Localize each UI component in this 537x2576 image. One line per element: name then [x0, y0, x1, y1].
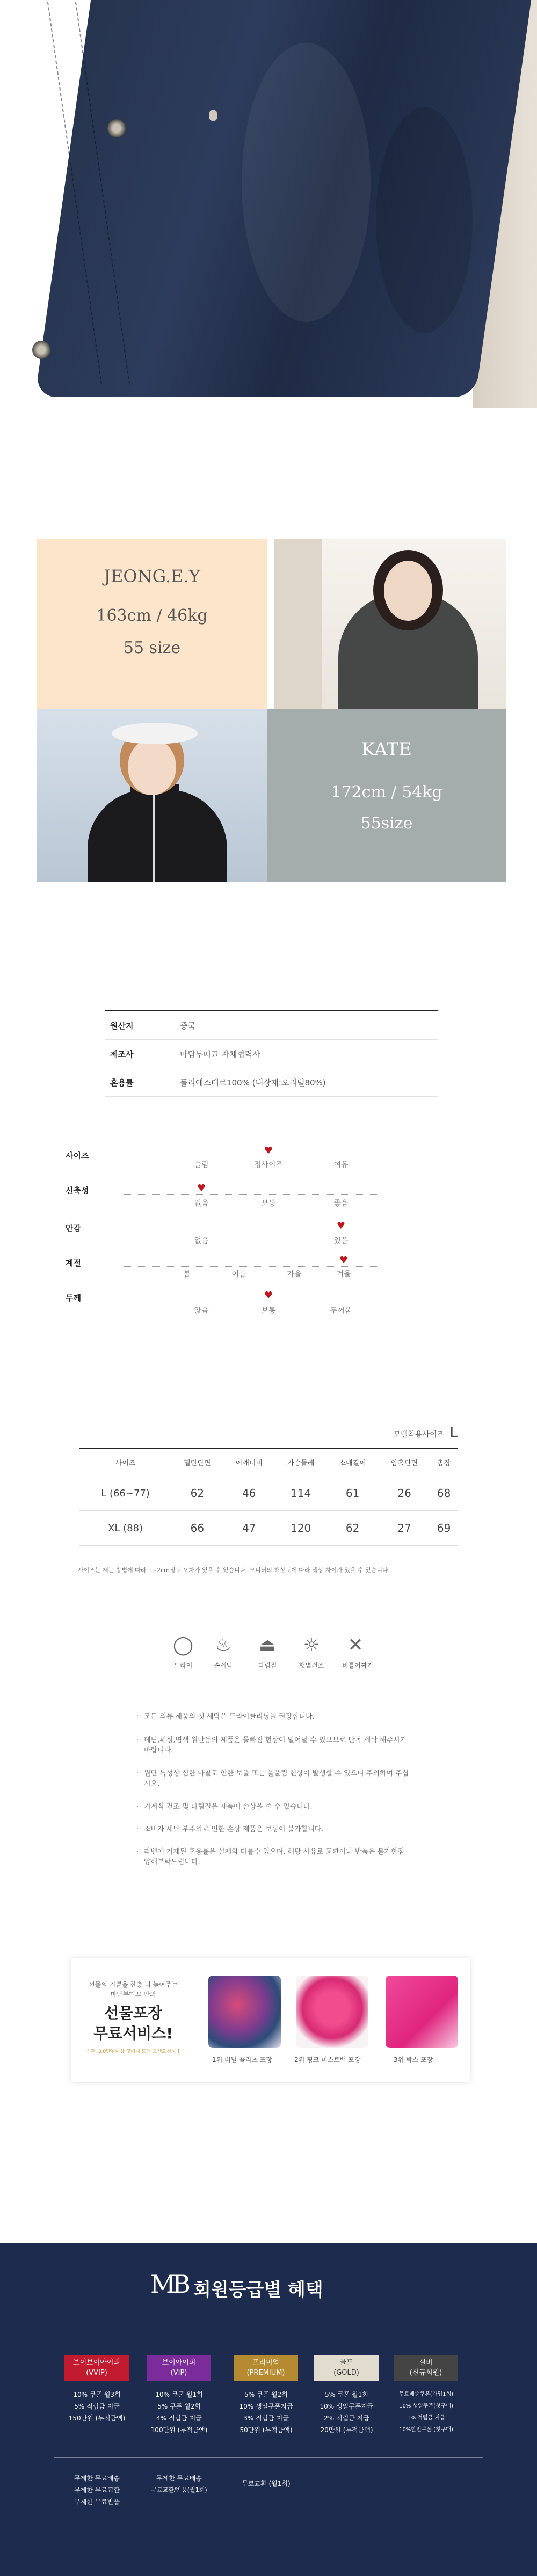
shipping-line: 무제한 무료교환 — [74, 2486, 120, 2494]
photo-wall — [274, 539, 322, 712]
fit-option-selected: 정사이즈 — [253, 1161, 284, 1169]
size-header: 가슴둘레 — [275, 1449, 326, 1476]
benefit: 5% 쿠폰 월2회 — [244, 2391, 288, 2398]
grade-name: 실버 — [419, 2359, 433, 2367]
grade-sub: (VIP) — [170, 2369, 187, 2377]
gift-note: [ 단, 3,0만원이상 구매시 또는 고객요청시 ] — [87, 2049, 179, 2054]
gift-rank: 3위 — [394, 2056, 404, 2064]
model-2-fit: 55size — [360, 814, 413, 833]
fit-option: 보통 — [261, 1199, 276, 1208]
model-1-fit: 55 size — [123, 639, 181, 657]
hero-jacket-photo — [0, 0, 537, 408]
size-cell: 114 — [275, 1476, 326, 1511]
benefit: 50만원 (누적금액) — [240, 2426, 293, 2434]
care-note: · 기계식 건조 및 다림질은 제품에 손상을 줄 수 있습니다. — [144, 1802, 412, 1812]
care-label: 비틀어짜기 — [342, 1662, 373, 1669]
care-note: · 데님,워싱,염색 원단등의 제품은 물빠짐 현상이 일어날 수 있으므로 단독 세탁 해주시기 바랍니다. — [144, 1735, 412, 1756]
grade-benefits-silver — [393, 2389, 460, 2436]
model-1-card — [37, 539, 267, 712]
drawcord-toggle — [209, 110, 217, 121]
no-wring-icon: ✕ — [347, 1634, 364, 1656]
size-cell: 69 — [430, 1511, 458, 1546]
gift-intro-2: 마담부띠끄 만의 — [110, 1991, 156, 1998]
care-icon-wring — [342, 1634, 373, 1670]
gift-caption-3 — [394, 2055, 433, 2064]
benefit: 4% 적립금 지급 — [156, 2414, 202, 2422]
size-header: 소매길이 — [326, 1449, 378, 1476]
care-icon-sun — [298, 1634, 325, 1670]
size-cell: XL (88) — [79, 1511, 171, 1546]
model-1-photo — [274, 539, 506, 712]
model-2-cap — [112, 723, 198, 744]
info-label: 혼용률 — [110, 1077, 134, 1088]
care-label: 다림질 — [258, 1662, 277, 1669]
gift-title-2: 무료서비스! — [93, 2024, 173, 2042]
size-cell: 46 — [223, 1476, 275, 1511]
info-value: 폴리에스테르100% (내장재:오리털80%) — [180, 1077, 326, 1088]
model-2-photo — [37, 709, 267, 882]
grade-benefits-gold — [313, 2389, 380, 2436]
grade-name: 프리미엄 — [252, 2359, 280, 2367]
membership-title: 회원등급별 혜택 — [193, 2279, 323, 2301]
grade-name: 브이아이피 — [162, 2359, 196, 2367]
fit-option-selected: 없음 — [194, 1199, 209, 1208]
fit-label-season: 계절 — [66, 1258, 81, 1268]
grade-gold — [314, 2355, 379, 2381]
fit-line — [124, 1266, 381, 1267]
fit-option: 없음 — [194, 1237, 209, 1245]
shipping-line: 무제한 무료반품 — [74, 2498, 120, 2506]
gift-wrap-banner — [71, 1958, 470, 2082]
grade-sub: (VVIP) — [86, 2369, 107, 2377]
care-note: · 원단 특성상 심한 마찰로 인한 보풀 또는 올풀림 현상이 발생할 수 있으니 주의하여 주십시오. — [144, 1768, 412, 1789]
gift-rank: 1위 — [212, 2056, 223, 2064]
benefit: 10% 생일쿠폰지급 — [239, 2403, 293, 2410]
size-cell: 120 — [275, 1511, 326, 1546]
fit-option-selected: 있음 — [333, 1237, 349, 1245]
size-cell: 27 — [379, 1511, 430, 1546]
benefit: 10% 생일쿠폰지급 — [320, 2403, 374, 2410]
membership-divider — [54, 2457, 483, 2458]
size-header: 사이즈 — [79, 1449, 171, 1476]
heart-marker: ♥ — [336, 1220, 346, 1231]
care-note: · 라벨에 기재된 혼용률은 실제와 다를수 있으며, 해당 사유로 교환이나 반품은 불가한점 양해부탁드립니다. — [144, 1847, 412, 1867]
size-cell: L (66~77) — [79, 1476, 171, 1511]
info-row-material — [105, 1068, 438, 1097]
shipping-vvip — [63, 2472, 130, 2508]
info-label: 원산지 — [110, 1021, 134, 1031]
care-label: 햇볕건조 — [299, 1662, 324, 1669]
model-1-name: JEONG.E.Y — [104, 566, 200, 586]
size-cell: 66 — [171, 1511, 223, 1546]
fit-option: 여유 — [333, 1161, 349, 1169]
fit-line — [124, 1194, 381, 1195]
grade-benefits-vip — [146, 2389, 213, 2436]
grade-sub: (신규회원) — [409, 2369, 442, 2377]
shipping-line: 무제한 무료배송 — [156, 2475, 202, 2482]
model-2-size: 172cm / 54kg — [331, 783, 442, 802]
fit-label-size: 사이즈 — [66, 1151, 89, 1161]
care-label: 손세탁 — [214, 1662, 233, 1669]
grade-benefits-premium — [233, 2389, 300, 2436]
gift-caption-1 — [212, 2055, 272, 2064]
size-header: 어깨너비 — [223, 1449, 275, 1476]
snap-button — [107, 119, 126, 137]
gift-caption-2 — [294, 2055, 360, 2064]
sun-dry-icon: ☼ — [303, 1634, 320, 1656]
care-icon-dry — [170, 1634, 197, 1670]
grade-sub: (PREMIUM) — [246, 2369, 285, 2377]
benefit: 1% 적립금 지급 — [407, 2415, 445, 2421]
benefit: 무료배송쿠폰(가입1회) — [398, 2391, 454, 2397]
jacket-fold — [242, 43, 371, 322]
benefit: 100만원 (누적금액) — [150, 2426, 208, 2434]
grade-silver — [394, 2355, 458, 2381]
care-icon-iron — [254, 1634, 281, 1670]
fit-option: 두꺼움 — [330, 1307, 352, 1315]
table-row — [79, 1476, 458, 1511]
shipping-line: 무료교환/반품(월1회) — [151, 2486, 207, 2493]
heart-marker: ♥ — [197, 1183, 206, 1194]
mb-logo: MB — [150, 2270, 187, 2299]
size-cell: 68 — [430, 1476, 458, 1511]
shipping-vip — [146, 2472, 213, 2496]
gift-photo-pink — [296, 1976, 368, 2048]
fit-option: 여름 — [231, 1270, 246, 1279]
grade-benefits-vvip — [63, 2389, 130, 2424]
grade-vvip — [64, 2355, 129, 2381]
size-cell: 62 — [171, 1476, 223, 1511]
gift-option-label: 핑크 미스트백 포장 — [307, 2056, 361, 2064]
size-header: 밑단단면 — [171, 1449, 223, 1476]
benefit: 20만원 (누적금액) — [320, 2426, 373, 2434]
benefit: 150만원 (누적금액) — [68, 2414, 126, 2422]
benefit: 10% 쿠폰 월1회 — [155, 2391, 203, 2398]
fit-option: 봄 — [183, 1270, 191, 1279]
model-1-size: 163cm / 46kg — [96, 606, 208, 625]
heart-marker: ♥ — [339, 1254, 349, 1266]
model-2-card — [267, 709, 506, 882]
fit-option-selected: 보통 — [261, 1307, 276, 1315]
model-size-label: 모델착용사이즈 — [393, 1430, 445, 1439]
info-label: 제조사 — [110, 1049, 134, 1059]
model-size-caption — [376, 1425, 458, 1441]
benefit: 5% 쿠폰 월1회 — [325, 2391, 368, 2398]
size-note: 사이즈는 재는 방법에 따라 1~2cm정도 오차가 있을 수 있습니다. 모니터의 해상도에 따라 색상 차이가 있을 수 있습니다. — [78, 1567, 390, 1574]
benefit: 3% 적립금 지급 — [243, 2414, 289, 2422]
grade-sub: (GOLD) — [333, 2369, 359, 2377]
gift-title-1: 선물포장 — [104, 2004, 163, 2022]
info-row-origin — [105, 1011, 438, 1040]
grade-name: 골드 — [339, 2359, 353, 2367]
grade-vip — [147, 2355, 211, 2381]
dry-clean-icon: ◯ — [172, 1634, 194, 1656]
fit-option: 가을 — [287, 1270, 302, 1279]
care-note: · 모든 의류 제품의 첫 세탁은 드라이클리닝을 권장합니다. — [144, 1712, 412, 1722]
size-header: 총장 — [430, 1449, 458, 1476]
benefit: 5% 적립금 지급 — [74, 2403, 120, 2410]
gift-rank: 2위 — [294, 2056, 305, 2064]
shipping-line: 무제한 무료배송 — [74, 2475, 120, 2482]
size-header: 암홀단면 — [379, 1449, 430, 1476]
benefit: 10%할인쿠폰 (첫구매) — [399, 2427, 453, 2433]
size-cell: 47 — [223, 1511, 275, 1546]
model-2-zipper — [153, 790, 155, 882]
size-table — [79, 1449, 458, 1546]
size-cell: 61 — [326, 1476, 378, 1511]
hand-wash-icon: ♨ — [215, 1634, 232, 1656]
size-cell: 26 — [379, 1476, 430, 1511]
model-1-face — [384, 561, 432, 621]
benefit: 10% 생일쿠폰(첫구매) — [399, 2403, 453, 2409]
fit-option-selected: 겨울 — [336, 1270, 351, 1279]
gift-option-label: 박스 포장 — [406, 2056, 433, 2064]
gift-option-label: 비닐 플리츠 포장 — [224, 2056, 272, 2064]
snap-button — [32, 341, 50, 359]
benefit: 10% 쿠폰 월3회 — [73, 2391, 121, 2398]
fit-label-stretch: 신축성 — [66, 1186, 89, 1195]
care-note: · 소비자 세탁 부주의로 인한 손상 제품은 보상이 불가합니다. — [144, 1824, 412, 1834]
info-value: 중국 — [180, 1021, 195, 1031]
care-label: 드라이 — [173, 1662, 193, 1669]
jacket-shadow — [376, 107, 473, 333]
size-table-header — [79, 1449, 458, 1476]
shipping-line: 무료교환 (월1회) — [242, 2480, 291, 2487]
size-cell: 62 — [326, 1511, 378, 1546]
grade-name: 브이브이아이피 — [73, 2359, 120, 2367]
info-value: 마담부띠끄 자체협력사 — [180, 1049, 260, 1059]
gift-photo-box — [386, 1976, 458, 2048]
heart-marker: ♥ — [264, 1290, 273, 1301]
fit-option: 좋음 — [333, 1199, 349, 1208]
heart-marker: ♥ — [264, 1145, 273, 1156]
benefit: 2% 적립금 지급 — [324, 2414, 369, 2422]
model-2-face — [128, 739, 176, 795]
iron-icon: ⏏ — [258, 1634, 277, 1656]
model-2-name: KATE — [361, 739, 412, 760]
fit-label-thickness: 두께 — [66, 1293, 81, 1303]
model-size-value: L — [449, 1425, 458, 1441]
shipping-premium — [233, 2478, 300, 2490]
gift-photo-vinyl — [208, 1976, 281, 2048]
care-icon-handwash — [210, 1634, 237, 1670]
benefit: 5% 쿠폰 월2회 — [157, 2403, 201, 2410]
info-row-maker — [105, 1040, 438, 1068]
fit-option: 슬림 — [194, 1161, 209, 1169]
fit-label-lining: 안감 — [66, 1223, 81, 1233]
gift-intro-1: 선물의 기쁨을 한층 더 높여주는 — [89, 1981, 178, 1988]
grade-premium — [234, 2355, 298, 2381]
fit-option: 얇음 — [194, 1307, 209, 1315]
